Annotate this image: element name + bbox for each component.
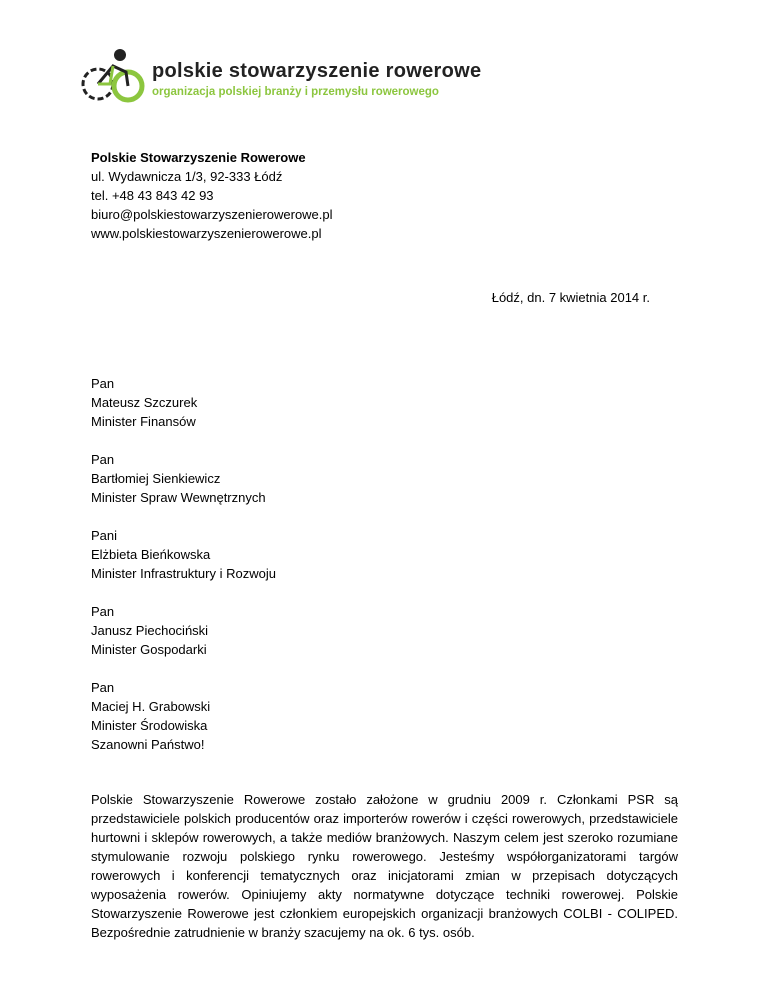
body-paragraph: Polskie Stowarzyszenie Rowerowe zostało założone w grudniu 2009 r. Członkami PSR są przedstawiciele polskich producentów oraz importerów rowerów i części rowerowych, przedstawiciele hurtowni i sklepów rowerowych, a także mediów branżowych. Naszym celem jest szeroko rozumiane stymulowanie rozwoju polskiego rynku rowerowego. Jesteśmy współorganizatorami targów rowerowych i konferencji tematycznych oraz inicjatorami zmian w przepisach dotyczących wyposażenia rowerów. Opiniujemy akty normatywne dotyczące techniki rowerowej. Polskie Stowarzyszenie Rowerowe jest członkiem europejskich organizacji branżowych COLBI - COLIPED. Bezpośrednie zatrudnienie w branży szacujemy na ok. 6 tys. osób. bbox=[91, 792, 678, 940]
greeting: Szanowni Państwo! bbox=[91, 737, 205, 752]
recipient-name: Mateusz Szczurek bbox=[91, 395, 198, 410]
recipient-title: Minister Spraw Wewnętrznych bbox=[91, 490, 266, 505]
recipient-name: Maciej H. Grabowski bbox=[91, 699, 211, 714]
sender-address: ul. Wydawnicza 1/3, 92-333 Łódź bbox=[91, 169, 283, 184]
recipient-salutation: Pan bbox=[91, 604, 115, 619]
recipient-title: Minister Finansów bbox=[91, 414, 196, 429]
recipients-block bbox=[91, 374, 276, 754]
sender-email[interactable]: biuro@polskiestowarzyszenierowerowe.pl bbox=[91, 207, 333, 222]
recipient-title: Minister Infrastruktury i Rozwoju bbox=[91, 566, 276, 581]
logo bbox=[80, 46, 482, 112]
letter-date: Łódź, dn. 7 kwietnia 2014 r. bbox=[491, 290, 650, 305]
logo-name: polskie stowarzyszenie rowerowe bbox=[152, 60, 482, 82]
recipient-salutation: Pan bbox=[91, 376, 115, 391]
recipient-salutation: Pani bbox=[91, 528, 118, 543]
cyclist-logo-icon bbox=[80, 46, 148, 112]
recipient bbox=[91, 450, 276, 507]
recipient-name: Janusz Piechociński bbox=[91, 623, 209, 638]
recipient-salutation: Pan bbox=[91, 680, 115, 695]
recipient bbox=[91, 374, 276, 431]
recipient bbox=[91, 678, 276, 735]
recipient-title: Minister Gospodarki bbox=[91, 642, 207, 657]
sender-website[interactable]: www.polskiestowarzyszenierowerowe.pl bbox=[91, 226, 322, 241]
recipient-salutation: Pan bbox=[91, 452, 115, 467]
letter-body bbox=[91, 790, 678, 942]
logo-tagline: organizacja polskiej branży i przemysłu rowerowego bbox=[152, 86, 439, 98]
sender-phone: tel. +48 43 843 42 93 bbox=[91, 188, 214, 203]
recipient-title: Minister Środowiska bbox=[91, 718, 208, 733]
recipient bbox=[91, 526, 276, 583]
recipient-name: Bartłomiej Sienkiewicz bbox=[91, 471, 221, 486]
recipient bbox=[91, 602, 276, 659]
sender-org: Polskie Stowarzyszenie Rowerowe bbox=[91, 150, 306, 165]
sender-block bbox=[91, 148, 333, 243]
recipient-name: Elżbieta Bieńkowska bbox=[91, 547, 211, 562]
